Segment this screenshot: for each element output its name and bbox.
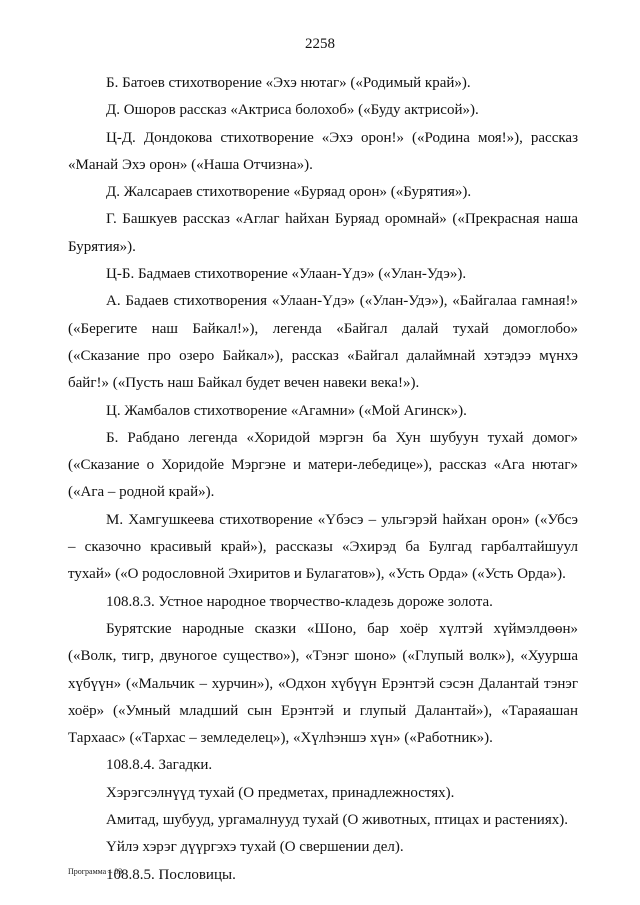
section-heading: 108.8.4. Загадки. (106, 757, 213, 774)
footer-note: Программа – 03 (68, 867, 123, 876)
paragraph: Б. Батоев стихотворение «Эхэ нютаг» («Родимый край»). (106, 75, 471, 91)
paragraph: Бурятские народные сказки «Шоно, бар хоёр хүлтэй хүймэлдөөн» («Волк, тигр, двуногое существо»), «Тэнэг шоно» («Глупый волк»), «Хуурша хүбүүн» («Мальчик – хурчин»), «Одхон хүбүүн Ерэнтэй сэсэн Далантай тэнэг хоёр» («Умный младший сын Ерэнтэй и глупый Далантай»), «Тараяашан Тархаас» («Тархас – земледелец»), «Хүлһэншэ хүн» («Работник»). (68, 620, 578, 747)
paragraph: Хэрэгсэлнүүд тухай (О предметах, принадлежностях). (106, 784, 455, 801)
document-body (68, 70, 578, 889)
paragraph: Д. Ошоров рассказ «Актриса болохоб» («Буду актрисой»). (106, 102, 479, 119)
section-heading: 108.8.3. Устное народное творчество-кладезь дороже золота. (106, 593, 493, 610)
paragraph: Г. Башкуев рассказ «Аглаг һайхан Буряад оромнай» («Прекрасная наша Бурятия»). (68, 211, 578, 255)
page-number: 2258 (305, 36, 335, 52)
paragraph: М. Хамгушкеева стихотворение «Үбэсэ – ульгэрэй һайхан орон» («Убсэ – сказочно красивый край»), рассказы «Эхирэд ба Булгад гарбалтайшуул тухай» («О родословной Эхиритов и Булагатов»), «Усть Орда» («Усть Орда»). (68, 511, 578, 583)
paragraph: Үйлэ хэрэг дүүргэхэ тухай (О свершении дел). (106, 839, 404, 856)
paragraph: Ц-Д. Дондокова стихотворение «Эхэ орон!» («Родина моя!»), рассказ «Манай Эхэ орон» («Наша Отчизна»). (68, 129, 578, 173)
paragraph: Б. Рабдано легенда «Хоридой мэргэн ба Хун шубуун тухай домог» («Сказание о Хоридойе Мэргэне и матери-лебедице»), рассказ «Ага нютаг» («Ага – родной край»). (68, 429, 578, 501)
paragraph: Д. Жалсараев стихотворение «Буряад орон» («Бурятия»). (106, 184, 472, 201)
paragraph: А. Бадаев стихотворения «Улаан-Үдэ» («Улан-Удэ»), «Байгалаа гамная!» («Берегите наш Байкал!»), легенда «Байгал далай тухай домоглобо» («Сказание про озеро Байкал»), рассказ «Байгал далаймнай хэтэдээ мүнхэ байг!» («Пусть наш Байкал будет вечен навеки века!»). (68, 293, 578, 392)
paragraph: Ц-Б. Бадмаев стихотворение «Улаан-Үдэ» («Улан-Удэ»). (106, 266, 467, 283)
section-heading: 108.8.5. Пословицы. (106, 866, 236, 883)
paragraph: Ц. Жамбалов стихотворение «Агамни» («Мой Агинск»). (106, 402, 467, 419)
paragraph: Амитад, шубууд, ургамалнууд тухай (О животных, птицах и растениях). (106, 812, 568, 829)
